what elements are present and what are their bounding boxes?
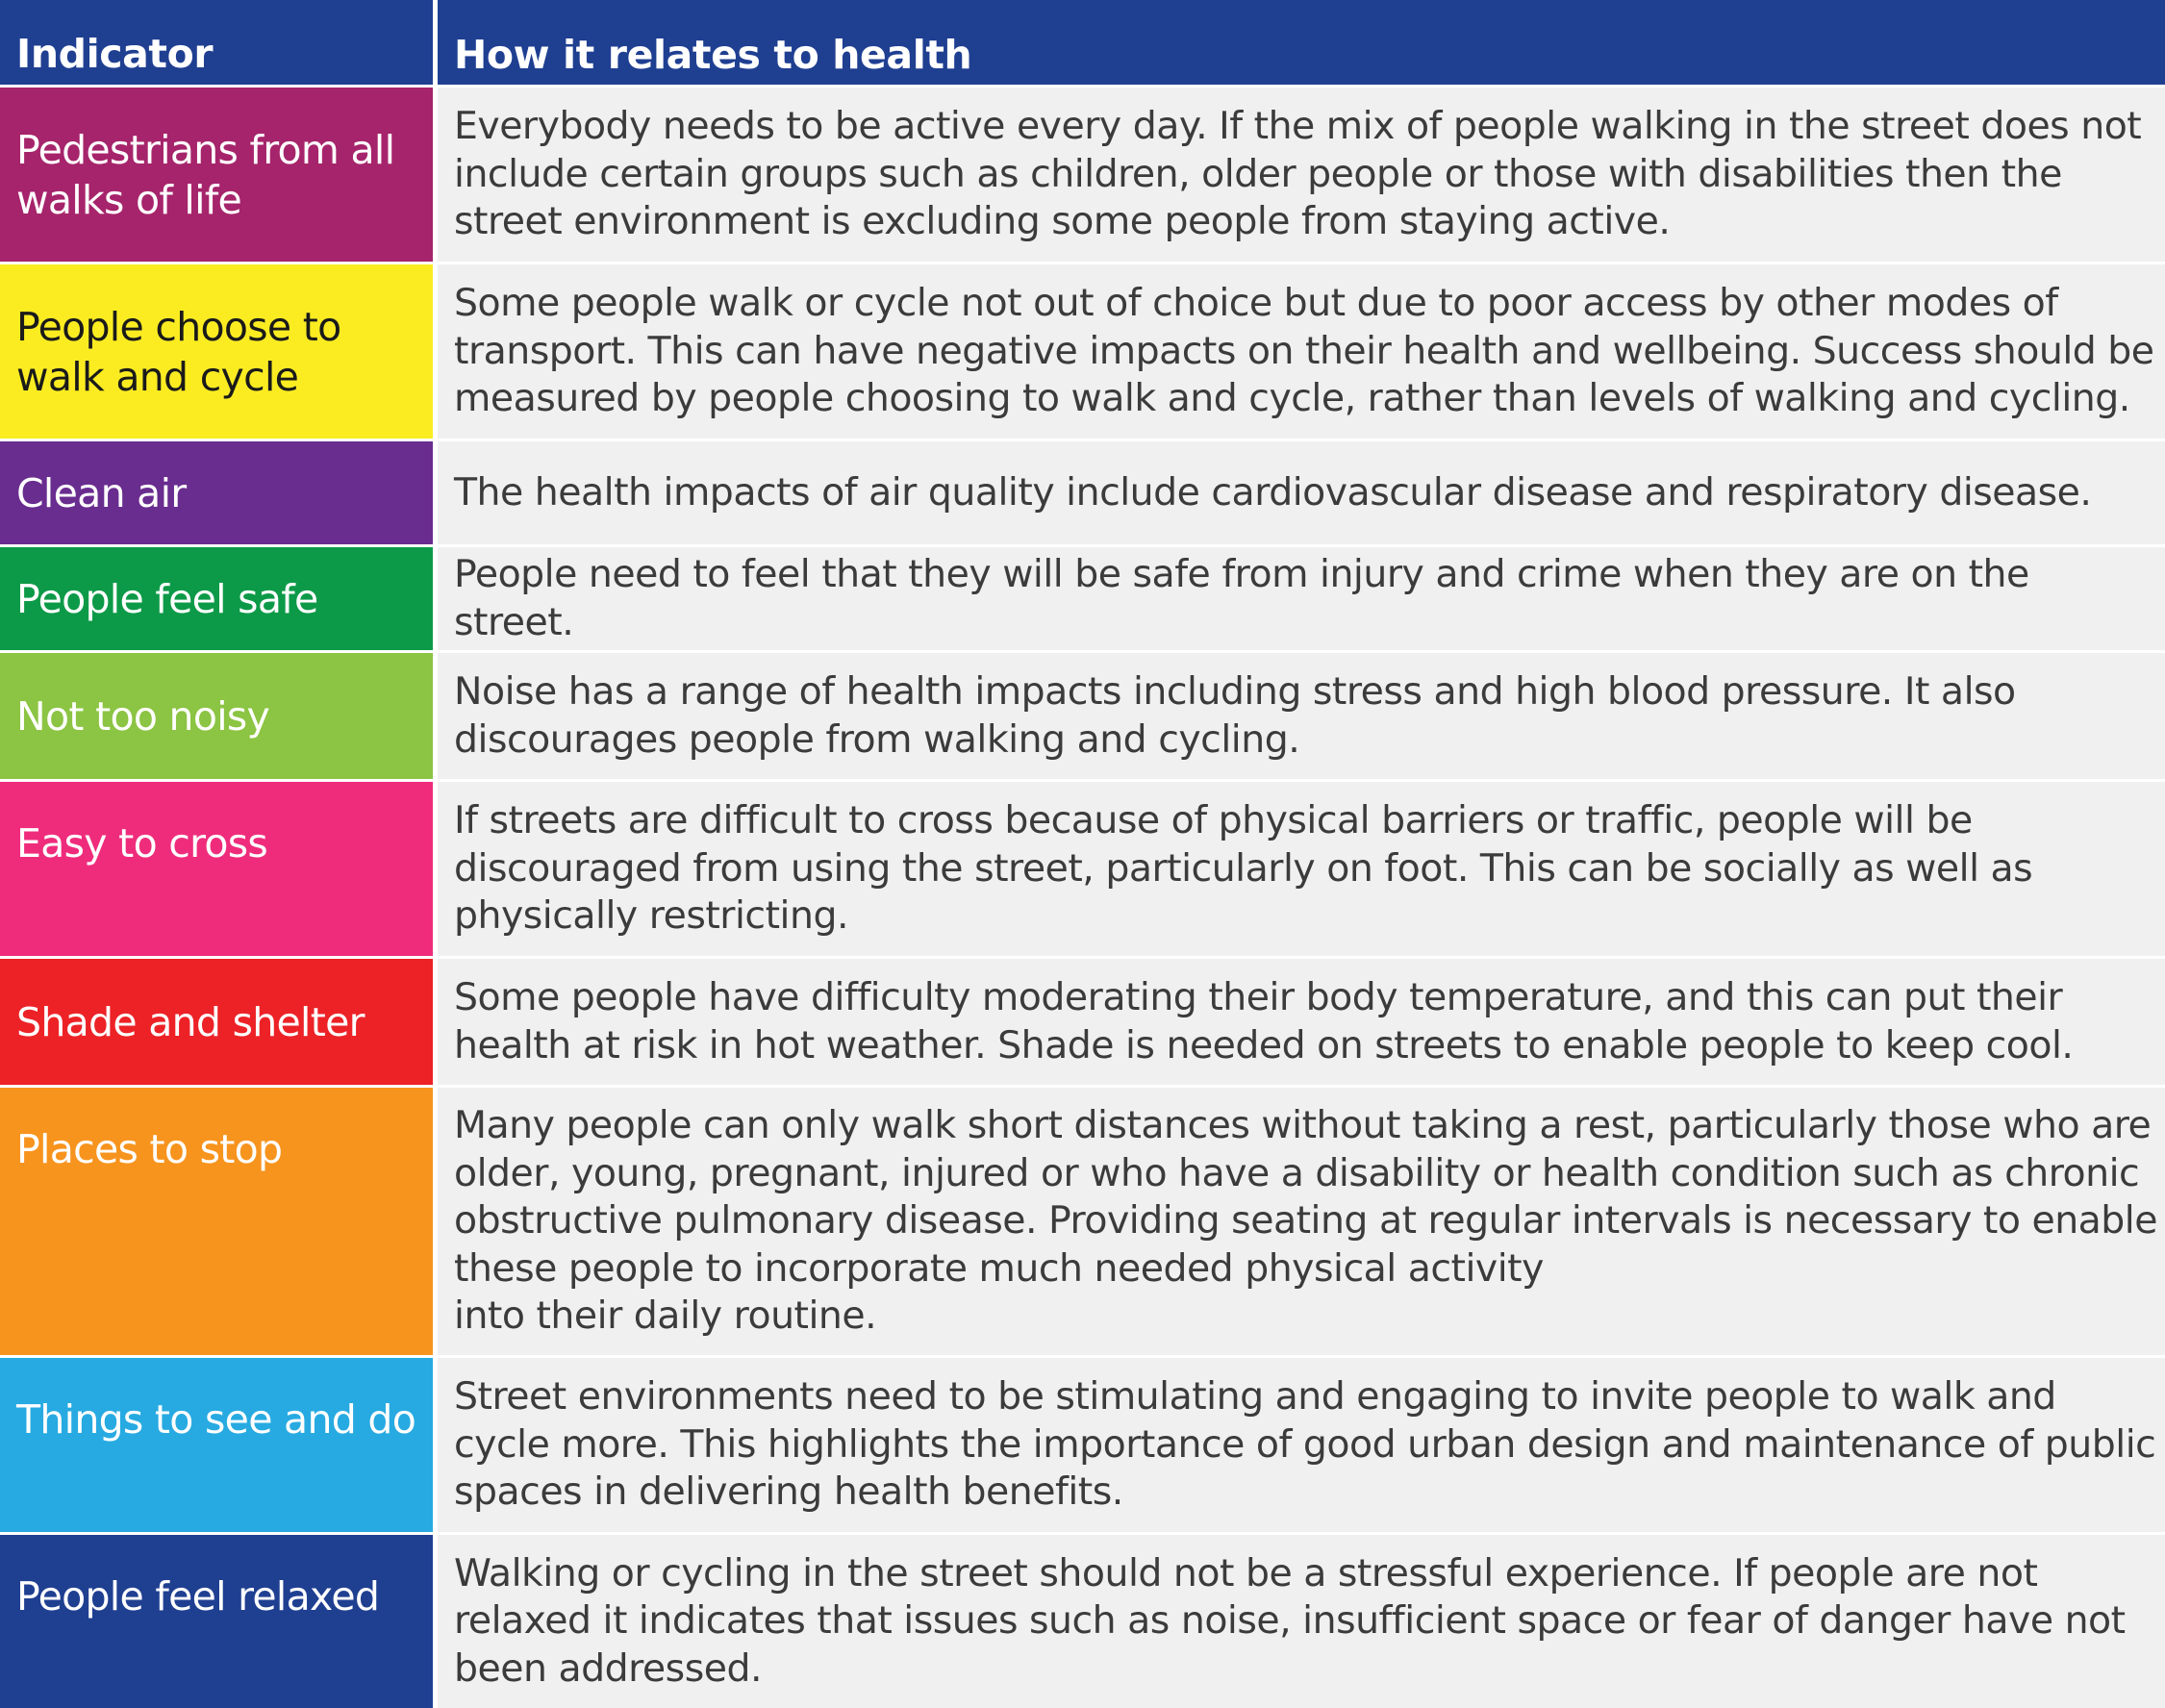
indicator-cell: Pedestrians from all walks of life <box>0 88 433 262</box>
table-row <box>0 441 2165 544</box>
table-row <box>0 547 2165 650</box>
table-row <box>0 1088 2165 1355</box>
table-row <box>0 88 2165 262</box>
table-row <box>0 959 2165 1085</box>
description-cell: The health impacts of air quality include cardiovascular disease and respiratory disease. <box>438 441 2165 544</box>
relation-column-header: How it relates to health <box>438 0 2165 85</box>
description-cell: Walking or cycling in the street should not be a stressful experience. If people are not relaxed it indicates that issues such as noise, insufficient space or fear of danger have not been addressed. <box>438 1535 2165 1708</box>
table-row <box>0 1535 2165 1708</box>
description-cell: Noise has a range of health impacts including stress and high blood pressure. It also discourages people from walking and cycling. <box>438 653 2165 779</box>
indicator-cell: People choose to walk and cycle <box>0 264 433 439</box>
description-cell: Some people walk or cycle not out of choice but due to poor access by other modes of transport. This can have negative impacts on their health and wellbeing. Success should be measured by people choosing to walk and cycle, rather than levels of walking and cycling. <box>438 264 2165 439</box>
description-cell: Some people have difficulty moderating their body temperature, and this can put their health at risk in hot weather. Shade is needed on streets to enable people to keep cool. <box>438 959 2165 1085</box>
description-cell: Street environments need to be stimulating and engaging to invite people to walk and cycle more. This highlights the importance of good urban design and maintenance of public spaces in delivering health benefits. <box>438 1358 2165 1532</box>
description-cell: Everybody needs to be active every day. If the mix of people walking in the street does not include certain groups such as children, older people or those with disabilities then the street environment is excluding some people from staying active. <box>438 88 2165 262</box>
indicator-cell: Places to stop <box>0 1088 433 1355</box>
indicator-cell: Clean air <box>0 441 433 544</box>
table-row <box>0 782 2165 956</box>
indicator-cell: People feel safe <box>0 547 433 650</box>
table-row <box>0 264 2165 439</box>
indicator-cell: Easy to cross <box>0 782 433 956</box>
table-row <box>0 1358 2165 1532</box>
description-cell: Many people can only walk short distances without taking a rest, particularly those who are older, young, pregnant, injured or who have a disability or health condition such as chronic obstructive pulmonary disease. Providing seating at regular intervals is necessary to enable these people to incorporate much needed physical activity into their daily routine. <box>438 1088 2165 1355</box>
indicator-cell: Shade and shelter <box>0 959 433 1085</box>
description-cell: People need to feel that they will be safe from injury and crime when they are on the street. <box>438 547 2165 650</box>
indicator-cell: Not too noisy <box>0 653 433 779</box>
indicator-column-header: Indicator <box>0 0 433 85</box>
table-header-row <box>0 0 2165 85</box>
table-row <box>0 653 2165 779</box>
indicator-cell: Things to see and do <box>0 1358 433 1532</box>
indicator-cell: People feel relaxed <box>0 1535 433 1708</box>
description-cell: If streets are difficult to cross because of physical barriers or traffic, people will be discouraged from using the street, particularly on foot. This can be socially as well as physically restricting. <box>438 782 2165 956</box>
